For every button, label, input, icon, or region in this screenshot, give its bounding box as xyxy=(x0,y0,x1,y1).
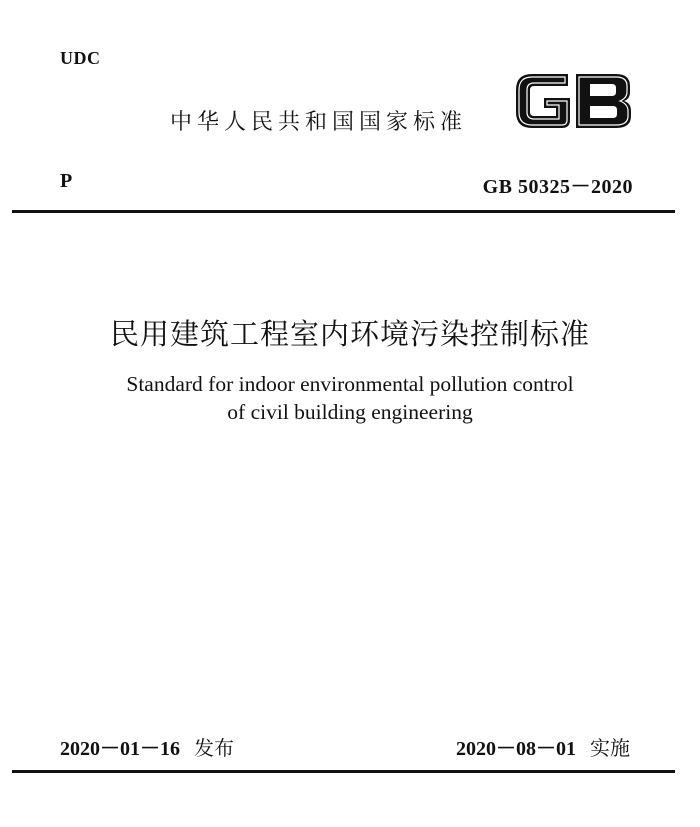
issue-date: 2020－01－16 xyxy=(60,738,180,760)
issue-date-block xyxy=(60,732,234,761)
gb-logo xyxy=(510,70,635,132)
title-chinese: 民用建筑工程室内环境污染控制标准 xyxy=(109,317,590,351)
bottom-divider xyxy=(12,770,675,773)
title-english xyxy=(0,370,700,426)
implementation-date: 2020－08－01 xyxy=(456,738,576,760)
national-standard-heading: 中华人民共和国国家标准 xyxy=(170,110,468,135)
classification-code: P xyxy=(60,170,73,192)
issue-label: 发布 xyxy=(194,736,234,760)
title-english-line-1: Standard for indoor environmental pollution control xyxy=(126,372,574,396)
top-divider xyxy=(12,210,675,213)
implementation-date-block xyxy=(456,732,630,761)
implementation-label: 实施 xyxy=(590,736,630,760)
udc-label: UDC xyxy=(60,48,101,68)
title-english-line-2: of civil building engineering xyxy=(227,400,473,424)
standard-number: GB 50325－2020 xyxy=(482,176,633,198)
